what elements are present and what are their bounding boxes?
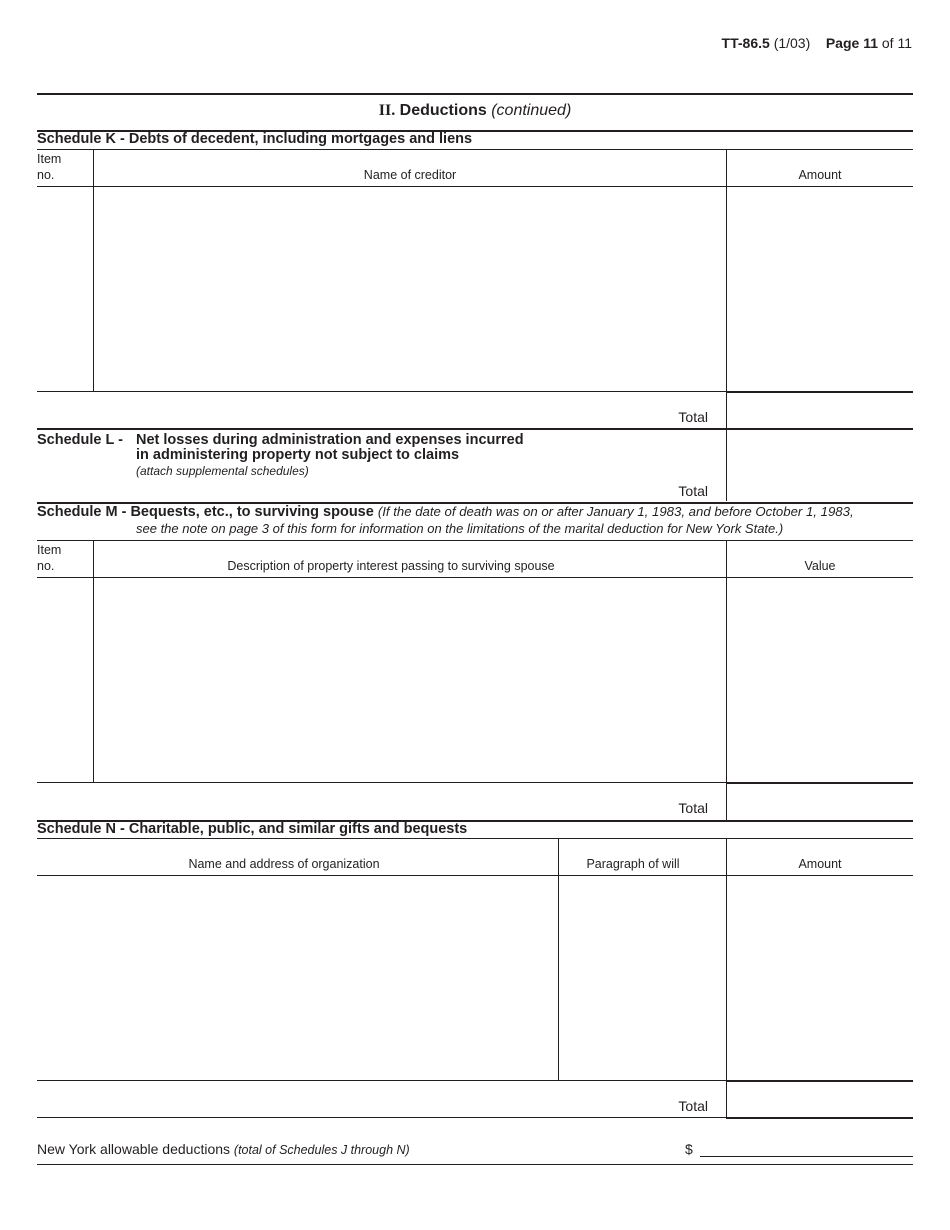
schedule-m-col-item-line2: no.	[37, 559, 55, 573]
section-heading	[37, 102, 913, 120]
schedule-n-header-top-rule	[37, 838, 913, 839]
schedule-n-total-bottom-rule	[726, 1117, 913, 1119]
schedule-n-bottom-rule	[37, 1117, 726, 1118]
schedule-n-entry-area[interactable]	[37, 876, 913, 1080]
schedule-l-title-line2: in administering property not subject to claims	[136, 447, 460, 463]
page-of: of 11	[881, 35, 912, 51]
page-label: Page	[825, 35, 860, 51]
section-title: Deductions	[399, 102, 487, 119]
page-number: 11	[863, 35, 878, 51]
schedule-k-col-name: Name of creditor	[363, 168, 457, 182]
schedule-l-total-label: Total	[678, 483, 708, 499]
schedule-m-entry-area[interactable]	[37, 578, 913, 782]
allowable-deductions-note: (total of Schedules J through N)	[233, 1143, 410, 1157]
schedule-m-col-item-line1: Item	[37, 543, 62, 557]
schedule-l-prefix: Schedule L -	[37, 432, 123, 448]
schedule-m-note-line2: see the note on page 3 of this form for information on the limitations of the marital deduction for New York State.)	[136, 521, 784, 536]
schedule-k-col-item-line1: Item	[37, 152, 62, 166]
schedule-l-total-field[interactable]	[727, 430, 913, 501]
schedule-m-col-value: Value	[804, 559, 836, 573]
schedule-l-title-line1: Net losses during administration and expenses incurred	[136, 432, 524, 448]
schedule-n-body-bottom-rule	[37, 1080, 726, 1081]
allowable-deductions-field[interactable]	[700, 1138, 913, 1157]
section-numeral: II.	[378, 102, 396, 119]
footer-bottom-rule	[37, 1164, 913, 1165]
schedule-m-title: Schedule M - Bequests, etc., to surviving spouse	[37, 504, 374, 520]
schedule-k-title: Schedule K - Debts of decedent, including mortgages and liens	[37, 131, 473, 147]
schedule-k-header-top-rule	[37, 149, 913, 150]
schedule-n-col-name: Name and address of organization	[188, 857, 380, 871]
schedule-k-total-label: Total	[678, 409, 708, 425]
section-top-rule	[37, 93, 913, 95]
schedule-k-col-item-line2: no.	[37, 168, 55, 182]
allowable-deductions-label: New York allowable deductions	[37, 1141, 231, 1157]
currency-symbol: $	[685, 1141, 693, 1157]
allowable-deductions-row	[37, 1141, 410, 1157]
form-header	[722, 35, 912, 51]
schedule-m-heading	[37, 504, 854, 520]
schedule-k-total-field[interactable]	[727, 393, 913, 428]
schedule-m-body-bottom-rule	[37, 782, 726, 783]
form-date: (1/03)	[773, 35, 811, 51]
schedule-n-col-paragraph: Paragraph of will	[586, 857, 680, 871]
schedule-k-body-bottom-rule	[37, 391, 726, 392]
schedule-n-col-amount: Amount	[798, 857, 842, 871]
schedule-m-col-description: Description of property interest passing to surviving spouse	[227, 559, 555, 573]
schedule-m-total-label: Total	[678, 800, 708, 816]
schedule-n-title: Schedule N - Charitable, public, and similar gifts and bequests	[37, 821, 468, 837]
schedule-k-entry-area[interactable]	[37, 187, 913, 391]
schedule-n-total-field[interactable]	[727, 1082, 913, 1117]
schedule-m-total-field[interactable]	[727, 784, 913, 819]
form-number: TT-86.5	[721, 35, 770, 51]
schedule-l-note: (attach supplemental schedules)	[136, 464, 309, 478]
schedule-k-col-amount: Amount	[798, 168, 842, 182]
schedule-m-header-top-rule	[37, 540, 913, 541]
schedule-m-note-line1: (If the date of death was on or after January 1, 1983, and before October 1, 1983,	[377, 504, 854, 519]
schedule-n-total-label: Total	[678, 1098, 708, 1114]
section-continued: (continued)	[491, 102, 572, 119]
